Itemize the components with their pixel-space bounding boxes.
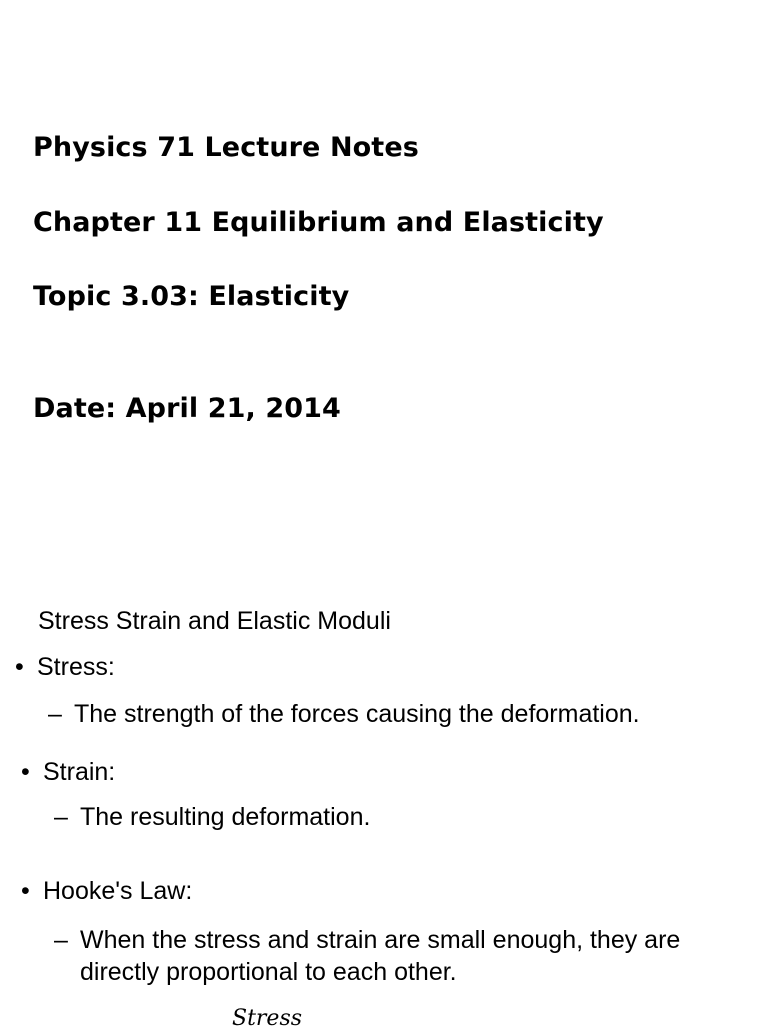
dash-marker: – [54,803,68,831]
bullet-term: Hooke's Law: [43,877,193,905]
section-heading: Stress Strain and Elastic Moduli [38,607,391,635]
bullet-term: Strain: [43,758,116,786]
topic-title: Topic 3.03: Elasticity [33,281,350,312]
sub-item-text: When the stress and strain are small enough, they are directly proportional to each other. [80,926,681,986]
bullet-item-stress [15,652,115,682]
chapter-title: Chapter 11 Equilibrium and Elasticity [33,207,604,238]
sub-item-text: The strength of the forces causing the deformation. [74,700,640,728]
lecture-title: Physics 71 Lecture Notes [33,132,419,163]
bullet-marker: • [15,653,24,681]
sub-item-stress [48,699,640,729]
bullet-item-hookes-law [21,876,192,906]
sub-item-hookes-law [54,924,760,988]
bullet-marker: • [21,877,30,905]
bullet-item-strain [21,757,115,787]
dash-marker: – [54,926,68,954]
sub-item-strain [54,802,370,832]
formula-fragment: Stress [232,1006,303,1031]
bullet-term: Stress: [37,653,115,681]
dash-marker: – [48,700,62,728]
lecture-date: Date: April 21, 2014 [33,393,341,424]
sub-item-text: The resulting deformation. [80,803,371,831]
bullet-marker: • [21,758,30,786]
